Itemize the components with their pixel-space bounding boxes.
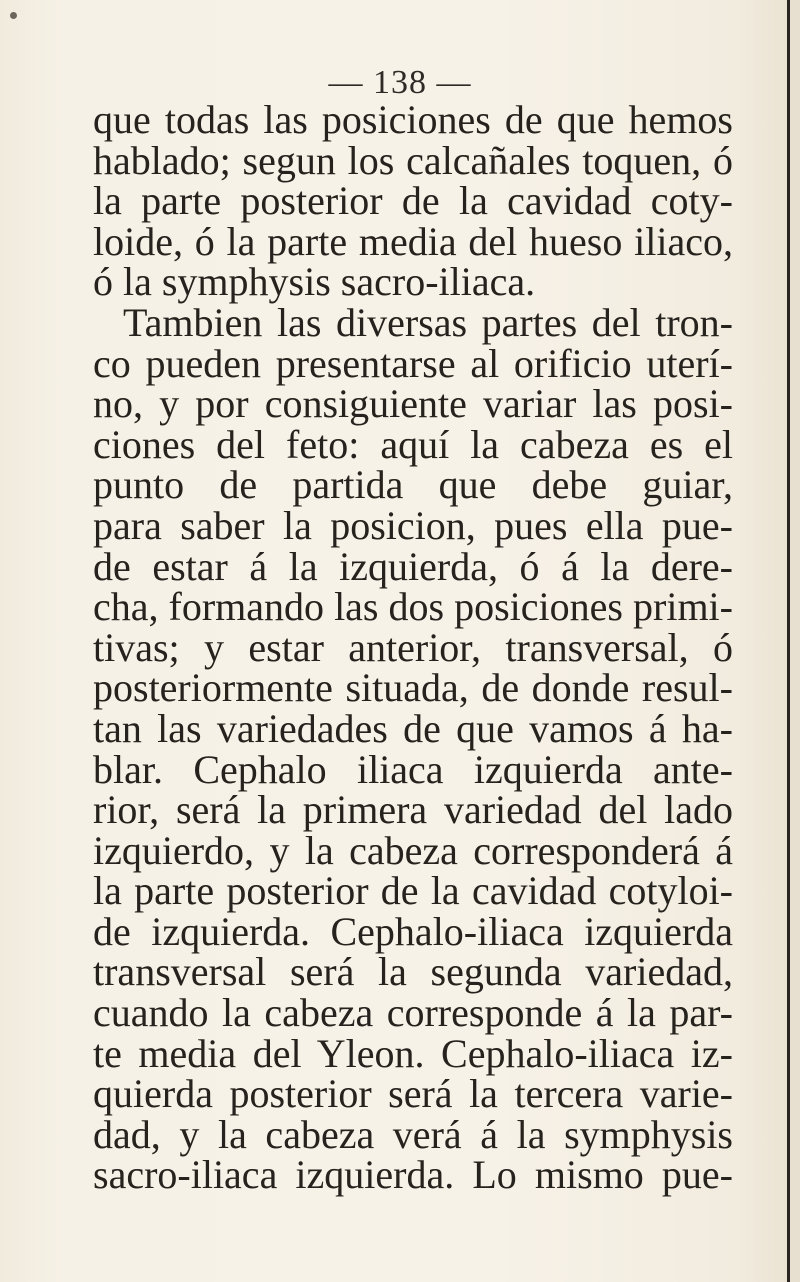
ink-spot	[10, 12, 17, 19]
text-line: de izquierda. Cephalo-iliaca izquierda	[93, 908, 733, 954]
text-line: posteriormente situada, de donde resul-	[93, 665, 733, 711]
text-line: no, y por consiguiente variar las posi-	[93, 381, 733, 427]
text-line: Tambien las diversas partes del tron-	[123, 299, 733, 345]
text-line: co pueden presentarse al orificio uterí-	[93, 340, 733, 386]
text-line: punto de partida que debe guiar,	[93, 462, 733, 508]
page-number: — 138 —	[328, 64, 472, 101]
text-line: tan las variedades de que vamos á ha-	[93, 705, 733, 751]
text-line: tivas; y estar anterior, transversal, ó	[93, 624, 733, 670]
body-text	[93, 97, 733, 1198]
text-line: dad, y la cabeza verá á la symphysis	[93, 1111, 733, 1157]
text-line: te media del Yleon. Cephalo-iliaca iz-	[93, 1030, 733, 1076]
text-line: loide, ó la parte media del hueso iliaco,	[93, 218, 733, 264]
text-line: para saber la posicion, pues ella pue-	[93, 502, 733, 548]
page-margin-strip	[790, 0, 800, 1282]
text-line: transversal será la segunda variedad,	[93, 949, 733, 995]
text-line: rior, será la primera variedad del lado	[93, 787, 733, 833]
text-line: izquierdo, y la cabeza corresponderá á	[93, 827, 733, 873]
text-line: sacro-iliaca izquierda. Lo mismo pue-	[93, 1152, 733, 1198]
text-line: la parte posterior de la cavidad cotyloi-	[93, 868, 733, 914]
text-line: de estar á la izquierda, ó á la dere-	[93, 543, 733, 589]
text-line: ó la symphysis sacro-iliaca.	[93, 259, 536, 305]
text-line: la parte posterior de la cavidad coty-	[93, 178, 733, 224]
page-edge-line	[787, 0, 790, 1282]
text-line: quierda posterior será la tercera varie-	[93, 1071, 733, 1117]
text-line: hablado; segun los calcañales toquen, ó	[93, 137, 733, 183]
text-line: cuando la cabeza corresponde á la par-	[93, 990, 733, 1036]
text-line: que todas las posiciones de que hemos	[93, 97, 733, 142]
text-line: ciones del feto: aquí la cabeza es el	[93, 421, 733, 467]
text-line: cha, formando las dos posiciones primi-	[93, 584, 733, 630]
text-line: blar. Cephalo iliaca izquierda ante-	[93, 746, 733, 792]
